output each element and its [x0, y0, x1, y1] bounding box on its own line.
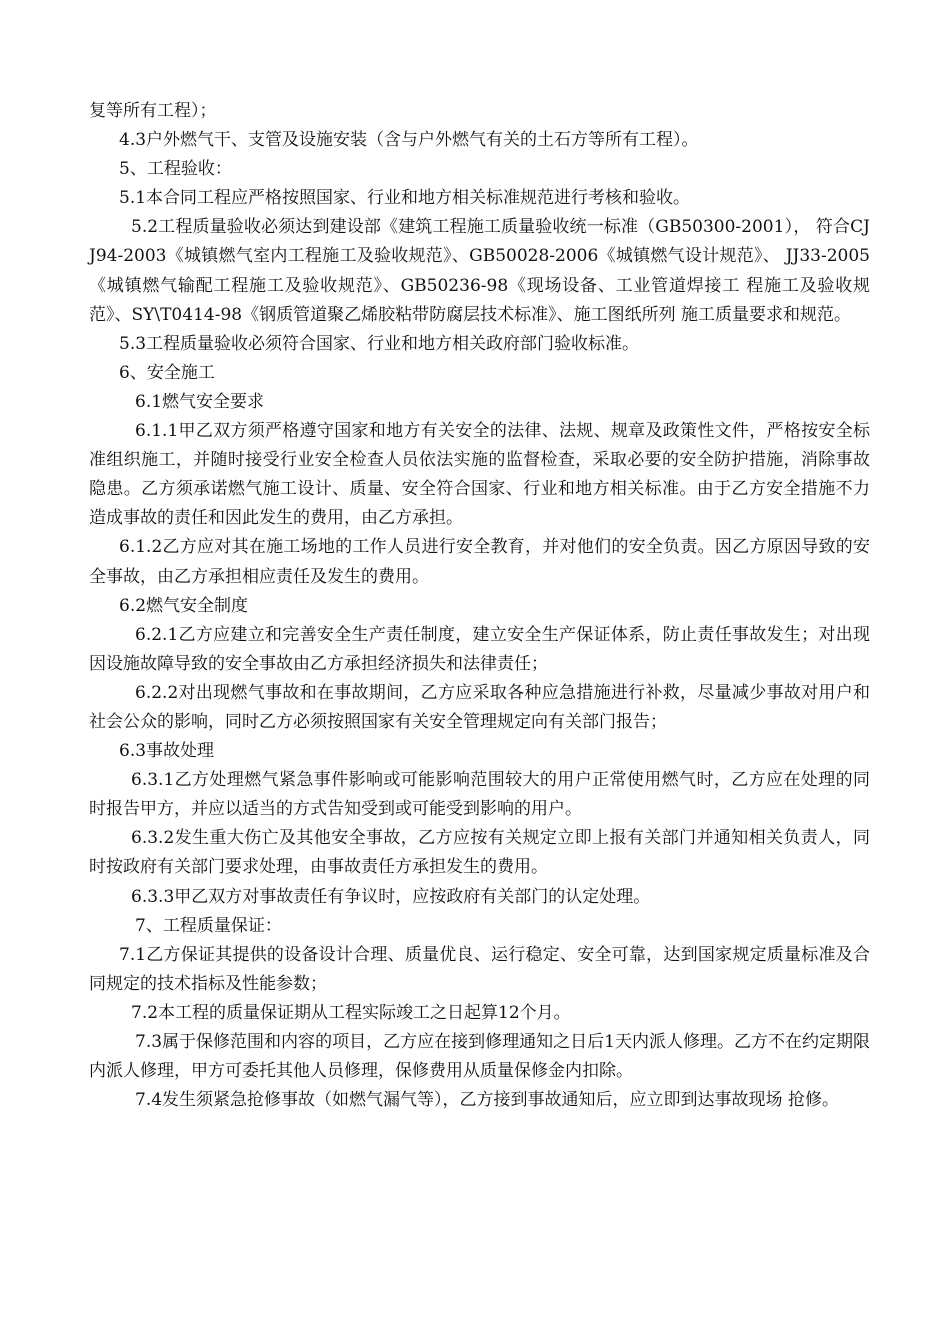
paragraph-5-2: 5.2工程质量验收必须达到建设部《建筑工程施工质量验收统一标准（GB50300-2001）， 符合CJJ94-2003《城镇燃气室内工程施工及验收规范》、GB50028-2006《城镇燃气设计规范》、 JJ33-2005《城镇燃气输配工程施工及验收规范》、GB50236-98《现场设备、工业管道焊接工 程施工及验收规范》、SY\T0414-98《钢质管道聚乙烯胶粘带防腐层技术标准》、施工图纸所列 施工质量要求和规范。: [89, 217, 870, 325]
paragraph-7-4: 7.4发生须紧急抢修事故（如燃气漏气等），乙方接到事故通知后，应立即到达事故现场 抢修。: [135, 1090, 839, 1111]
heading-5-acceptance: 5、工程验收：: [119, 159, 232, 180]
paragraph-6-1-2: 6.1.2乙方应对其在施工场地的工作人员进行安全教育，并对他们的安全负责。因乙方原因导致的安全事故，由乙方承担相应责任及发生的费用。: [89, 537, 870, 587]
paragraph-6-3-2: 6.3.2发生重大伤亡及其他安全事故，乙方应按有关规定立即上报有关部门并通知相关负责人，同时按政府有关部门要求处理，由事故责任方承担发生的费用。: [89, 828, 870, 878]
paragraph-5-1: 5.1本合同工程应严格按照国家、行业和地方相关标准规范进行考核和验收。: [119, 188, 691, 209]
paragraph-6-2-1: 6.2.1乙方应建立和完善安全生产责任制度，建立安全生产保证体系，防止责任事故发生；对出现因设施故障导致的安全事故由乙方承担经济损失和法律责任；: [89, 624, 870, 674]
heading-6-3: 6.3事故处理: [119, 741, 215, 762]
paragraph-5-3: 5.3工程质量验收必须符合国家、行业和地方相关政府部门验收标准。: [119, 333, 640, 354]
paragraph-7-1: 7.1乙方保证其提供的设备设计合理、质量优良、运行稳定、安全可靠，达到国家规定质量标准及合同规定的技术指标及性能参数；: [89, 944, 870, 994]
paragraph-4-3: 4.3户外燃气干、支管及设施安装（含与户外燃气有关的土石方等所有工程）。: [119, 130, 699, 151]
paragraph-6-3-3: 6.3.3甲乙双方对事故责任有争议时，应按政府有关部门的认定处理。: [131, 886, 651, 907]
paragraph-6-3-1: 6.3.1乙方处理燃气紧急事件影响或可能影响范围较大的用户正常使用燃气时，乙方应在处理的同时报告甲方，并应以适当的方式告知受到或可能受到影响的用户。: [89, 770, 870, 820]
paragraph-6-2-2: 6.2.2对出现燃气事故和在事故期间，乙方应采取各种应急措施进行补救，尽量减少事故对用户和社会公众的影响，同时乙方必须按照国家有关安全管理规定向有关部门报告；: [89, 682, 870, 732]
heading-6-safety: 6、安全施工: [119, 362, 215, 383]
paragraph-6-1-1: 6.1.1甲乙双方须严格遵守国家和地方有关安全的法律、法规、规章及政策性文件，严格按安全标准组织施工，并随时接受行业安全检查人员依法实施的监督检查，采取必要的安全防护措施，消除事故隐患。乙方须承诺燃气施工设计、质量、安全符合国家、行业和地方相关标准。由于乙方安全措施不力造成事故的责任和因此发生的费用，由乙方承担。: [89, 421, 870, 529]
heading-7-quality: 7、工程质量保证：: [135, 915, 282, 936]
heading-6-2: 6.2燃气安全制度: [119, 595, 249, 616]
heading-6-1: 6.1燃气安全要求: [135, 391, 265, 412]
paragraph-continuation: 复等所有工程）；: [89, 101, 217, 121]
document-body: [89, 97, 870, 1115]
paragraph-7-3: 7.3属于保修范围和内容的项目，乙方应在接到修理通知之日后1天内派人修理。乙方不在约定期限内派人修理，甲方可委托其他人员修理，保修费用从质量保修金内扣除。: [89, 1032, 870, 1082]
paragraph-7-2: 7.2本工程的质量保证期从工程实际竣工之日起算12个月。: [131, 1002, 571, 1023]
